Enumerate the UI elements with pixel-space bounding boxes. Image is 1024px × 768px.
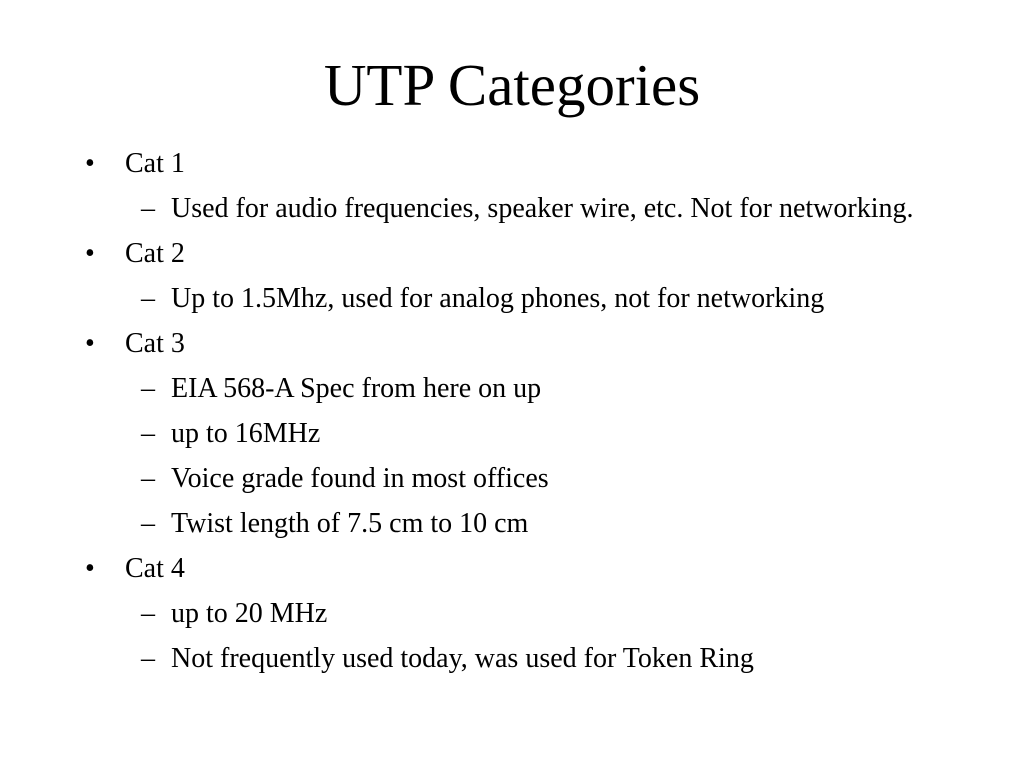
bullet-icon: • [85, 328, 95, 359]
sub-bullet-text: EIA 568-A Spec from here on up [171, 373, 542, 404]
dash-icon: – [141, 283, 155, 314]
bullet-icon: • [85, 148, 95, 179]
sub-bullet-item [141, 191, 931, 227]
sub-bullet-text: Up to 1.5Mhz, used for analog phones, not for networking [171, 283, 825, 314]
dash-icon: – [141, 193, 155, 224]
bullet-item-cat-2 [85, 236, 945, 272]
dash-icon: – [141, 373, 155, 404]
bullet-icon: • [85, 553, 95, 584]
sub-bullet-item [141, 641, 931, 677]
sub-bullet-item [141, 596, 931, 632]
sub-bullet-item [141, 416, 931, 452]
sub-bullet-item [141, 461, 931, 497]
dash-icon: – [141, 643, 155, 674]
bullet-item-cat-3 [85, 326, 945, 362]
dash-icon: – [141, 508, 155, 539]
sub-bullet-item [141, 281, 931, 317]
sub-bullet-text: Twist length of 7.5 cm to 10 cm [171, 508, 529, 539]
slide-body [0, 146, 1024, 677]
sub-bullet-text: Used for audio frequencies, speaker wire, etc. Not for networking. [171, 193, 914, 224]
bullet-label: Cat 1 [125, 148, 185, 179]
sub-bullet-text: Not frequently used today, was used for Token Ring [171, 643, 754, 674]
dash-icon: – [141, 463, 155, 494]
dash-icon: – [141, 418, 155, 449]
dash-icon: – [141, 598, 155, 629]
bullet-item-cat-1 [85, 146, 945, 182]
sub-bullet-text: up to 20 MHz [171, 598, 328, 629]
bullet-label: Cat 2 [125, 238, 185, 269]
bullet-label: Cat 3 [125, 328, 185, 359]
sub-bullet-text: Voice grade found in most offices [171, 463, 549, 494]
slide-title: UTP Categories [323, 52, 701, 118]
bullet-icon: • [85, 238, 95, 269]
bullet-label: Cat 4 [125, 553, 185, 584]
sub-bullet-text: up to 16MHz [171, 418, 321, 449]
sub-bullet-item [141, 506, 931, 542]
sub-bullet-item [141, 371, 931, 407]
bullet-item-cat-4 [85, 551, 945, 587]
